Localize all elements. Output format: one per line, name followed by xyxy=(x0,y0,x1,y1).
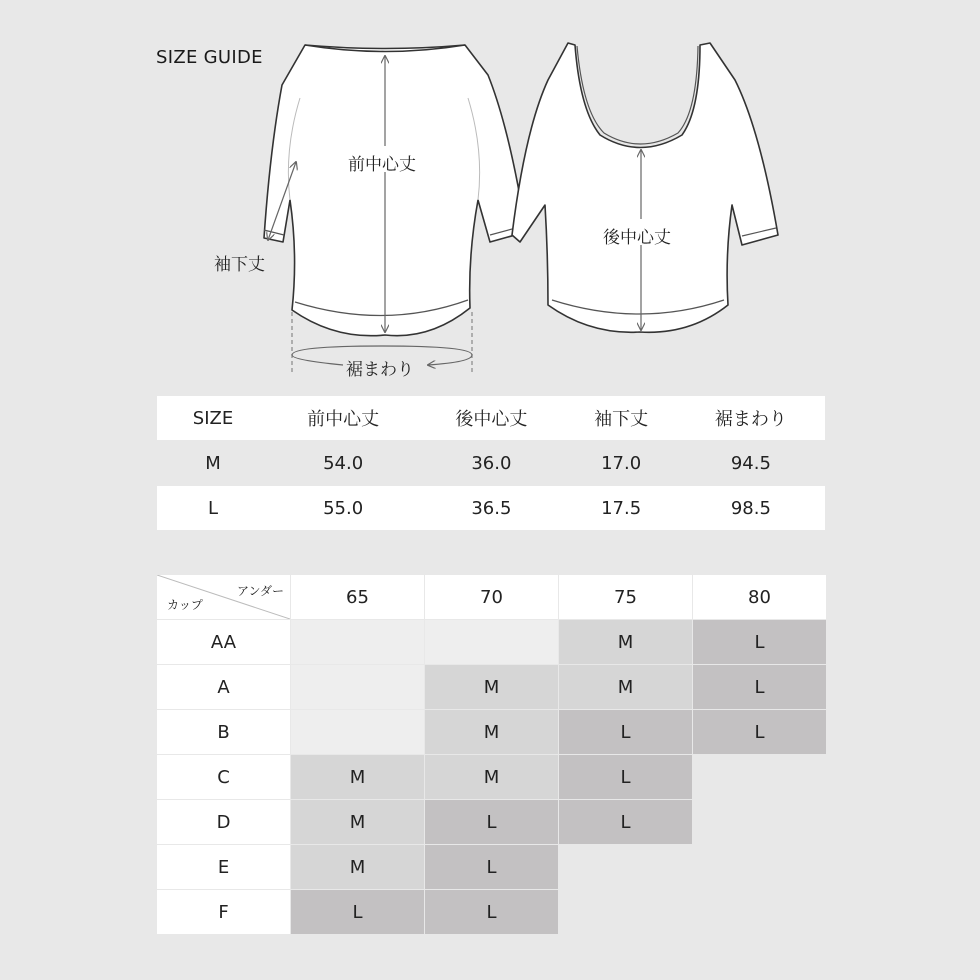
table-row xyxy=(157,755,827,800)
cell: L xyxy=(425,890,559,935)
cell xyxy=(291,710,425,755)
cell: L xyxy=(559,800,693,845)
size-table xyxy=(157,396,825,530)
cup-d: D xyxy=(157,800,291,845)
cell: M xyxy=(425,710,559,755)
under-label: アンダー xyxy=(236,584,284,598)
cup-a: A xyxy=(157,665,291,710)
back-garment xyxy=(512,43,778,332)
cell: L xyxy=(559,755,693,800)
table-row xyxy=(157,845,827,890)
cell: M xyxy=(291,755,425,800)
sleeve-length-label: 袖下丈 xyxy=(214,255,265,275)
header-front-length: 前中心丈 xyxy=(269,396,417,440)
cell: M xyxy=(291,800,425,845)
cup-label: カップ xyxy=(167,598,203,612)
garment-diagram xyxy=(0,0,980,390)
cell: M xyxy=(425,755,559,800)
header-back-length: 後中心丈 xyxy=(417,396,565,440)
table-row xyxy=(157,620,827,665)
cell: L xyxy=(693,620,827,665)
under-65: 65 xyxy=(291,575,425,620)
table-row xyxy=(157,665,827,710)
header-hem: 裾まわり xyxy=(677,396,825,440)
cell: L xyxy=(425,845,559,890)
front-length-label: 前中心丈 xyxy=(348,155,416,175)
cell xyxy=(425,620,559,665)
cell: M xyxy=(291,845,425,890)
cell xyxy=(559,845,693,890)
hem-label: 裾まわり xyxy=(346,360,414,380)
cell: L xyxy=(693,710,827,755)
cell xyxy=(693,800,827,845)
cell xyxy=(291,665,425,710)
table-row xyxy=(157,441,825,485)
value-cell: 94.5 xyxy=(730,452,771,474)
value-cell: 17.0 xyxy=(601,452,642,474)
value-cell: 55.0 xyxy=(269,486,417,530)
cup-c: C xyxy=(157,755,291,800)
cell: L xyxy=(559,710,693,755)
table-row xyxy=(157,800,827,845)
under-75: 75 xyxy=(559,575,693,620)
cup-e: E xyxy=(157,845,291,890)
size-guide-title: SIZE GUIDE xyxy=(156,47,263,68)
corner-cell xyxy=(157,575,291,620)
front-garment xyxy=(264,45,526,336)
cup-size-table xyxy=(157,575,827,935)
size-table-header xyxy=(157,396,825,440)
cell xyxy=(291,620,425,665)
cell xyxy=(693,890,827,935)
back-length-label: 後中心丈 xyxy=(603,228,671,248)
under-80: 80 xyxy=(693,575,827,620)
cell: L xyxy=(693,665,827,710)
header-size: SIZE xyxy=(157,396,269,440)
table-row xyxy=(157,486,825,530)
cup-f: F xyxy=(157,890,291,935)
cup-b: B xyxy=(157,710,291,755)
cell xyxy=(693,755,827,800)
value-cell: 54.0 xyxy=(323,452,364,474)
cell: L xyxy=(425,800,559,845)
value-cell: 36.0 xyxy=(471,452,512,474)
value-cell: 17.5 xyxy=(566,486,677,530)
cell: M xyxy=(559,620,693,665)
header-sleeve-length: 袖下丈 xyxy=(566,396,677,440)
under-70: 70 xyxy=(425,575,559,620)
cell: M xyxy=(559,665,693,710)
cup-table-header xyxy=(157,575,827,620)
cell: M xyxy=(425,665,559,710)
value-cell: 36.5 xyxy=(417,486,565,530)
cup-aa: AA xyxy=(157,620,291,665)
table-row xyxy=(157,710,827,755)
cell xyxy=(693,845,827,890)
size-cell: M xyxy=(205,452,221,474)
size-cell: L xyxy=(157,486,269,530)
cell xyxy=(559,890,693,935)
cell: L xyxy=(291,890,425,935)
table-row xyxy=(157,890,827,935)
value-cell: 98.5 xyxy=(677,486,825,530)
